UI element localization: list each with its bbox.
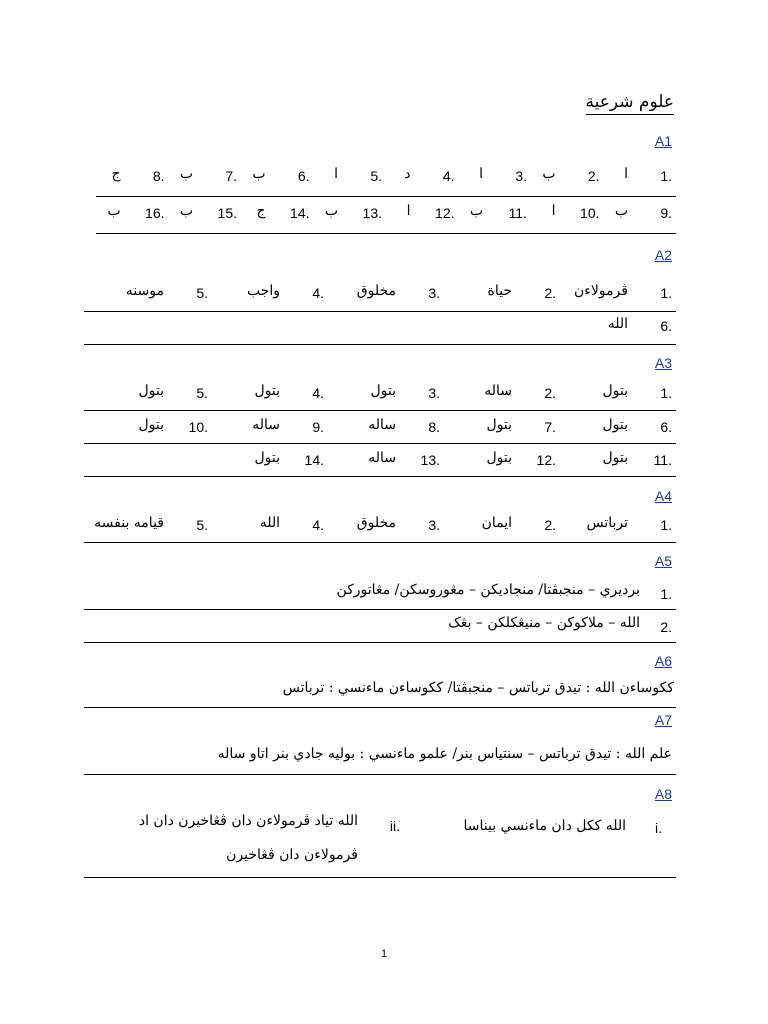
answer-value: بتول xyxy=(370,383,396,399)
answer-value: ا xyxy=(551,203,556,219)
answer-text: الله – ملاکوکن – منيڠکلکن – بڠک xyxy=(448,615,640,631)
item-number: 4. xyxy=(312,385,324,401)
item-number: 6. xyxy=(297,168,310,184)
answer-value: ب xyxy=(179,203,193,219)
answer-value: ب xyxy=(179,166,193,182)
item-number: 6. xyxy=(660,419,672,435)
answer-value: بتول xyxy=(138,417,164,433)
answer-value: بتول xyxy=(138,383,164,399)
item-number: 3. xyxy=(515,168,527,184)
item-number: 4. xyxy=(312,517,324,533)
item-number: 13. xyxy=(362,205,382,221)
answer-text: علم الله : تيدق ترباتس – سنتياس بنر/ علمو ماءنسي : بوليه جادي بنر اتاو ساله xyxy=(217,746,672,762)
answer-value: ا xyxy=(624,166,628,182)
answer-value: مخلوق xyxy=(356,283,396,299)
answer-value: بتول xyxy=(486,417,512,433)
item-number: 1. xyxy=(660,168,672,184)
item-number: 1. xyxy=(660,517,672,533)
answer-value: بتول xyxy=(602,417,628,433)
answer-value: ساله xyxy=(368,417,396,433)
item-number: 2. xyxy=(544,285,556,301)
answer-value: بتول xyxy=(254,450,280,466)
item-number: i. xyxy=(655,820,662,836)
divider xyxy=(84,707,676,708)
item-number: 5. xyxy=(196,517,208,533)
item-number: 9. xyxy=(312,419,324,435)
answer-value: حياة xyxy=(487,283,512,299)
answer-text: برديري – منجبڤتا/ منجاديکن – مڠوروسکن/ مڠاتورکن xyxy=(336,582,640,598)
item-number: 13. xyxy=(420,452,440,468)
answer-value: الله xyxy=(259,515,280,531)
page-number: 1 xyxy=(380,948,388,960)
answer-value: واجب xyxy=(246,283,280,299)
item-number: 3. xyxy=(428,517,440,533)
item-number: 2. xyxy=(587,168,600,184)
item-number: 7. xyxy=(225,168,237,184)
item-number: 9. xyxy=(660,205,672,221)
item-number: 4. xyxy=(442,168,455,184)
divider xyxy=(84,311,676,312)
answer-value: ب xyxy=(107,203,121,219)
item-number: 7. xyxy=(544,419,556,435)
item-number: 2. xyxy=(544,517,556,533)
answer-text: ڤرمولاءن دان ڤڠاخيرن xyxy=(226,847,358,863)
answer-value: ب xyxy=(252,166,266,182)
item-number: 15. xyxy=(217,205,237,221)
answer-value: موسنه xyxy=(125,283,164,299)
section-a6-label: A6 xyxy=(654,653,672,669)
divider xyxy=(84,642,676,643)
item-number: 5. xyxy=(370,168,382,184)
section-a4-label: A4 xyxy=(654,488,672,504)
section-a8-label: A8 xyxy=(654,786,672,802)
answer-text: الله تياد ڤرمولاءن دان ڤڠاخيرن دان اد xyxy=(138,813,358,829)
item-number: 3. xyxy=(428,385,440,401)
divider xyxy=(84,443,676,444)
item-number: 2. xyxy=(660,619,672,635)
answer-value: بتول xyxy=(602,450,628,466)
item-number: 8. xyxy=(152,168,165,184)
answer-value: ا xyxy=(406,203,411,219)
item-number: 1. xyxy=(660,586,672,602)
answer-value: ساله xyxy=(368,450,396,466)
answer-value: ب xyxy=(614,203,628,219)
divider xyxy=(84,774,676,775)
item-number: 16. xyxy=(145,205,165,221)
divider xyxy=(96,196,676,197)
item-number: 11. xyxy=(653,452,672,468)
divider xyxy=(84,476,676,477)
answer-value: ب xyxy=(542,166,556,182)
answer-value: ا xyxy=(479,166,483,182)
page-title: علوم شرعية xyxy=(586,92,675,115)
answer-value: بتول xyxy=(486,450,512,466)
item-number: 8. xyxy=(428,419,440,435)
answer-value: د xyxy=(404,166,411,182)
divider xyxy=(84,609,676,610)
item-number: 12. xyxy=(435,205,455,221)
section-a3-label: A3 xyxy=(654,355,672,371)
answer-value: ب xyxy=(469,203,483,219)
divider xyxy=(84,542,676,543)
item-number: 5. xyxy=(196,285,208,301)
item-number: 12. xyxy=(536,452,556,468)
answer-value: ساله xyxy=(484,383,512,399)
divider xyxy=(84,877,676,878)
answer-value: الله xyxy=(607,316,628,332)
answer-text: ککوساءن الله : تيدق ترباتس – منجبڤتا/ ککوساءن ماءنسي : ترباتس xyxy=(282,680,674,696)
section-a1-label: A1 xyxy=(654,133,672,149)
item-number: 3. xyxy=(428,285,440,301)
item-number: ii. xyxy=(389,818,400,834)
answer-value: بتول xyxy=(602,383,628,399)
answer-value: ايمان xyxy=(481,515,512,531)
divider xyxy=(84,344,676,345)
item-number: 1. xyxy=(660,285,672,301)
answer-value: ب xyxy=(324,203,338,219)
item-number: 10. xyxy=(188,419,208,435)
answer-value: ا xyxy=(334,166,338,182)
answer-value: مخلوق xyxy=(356,515,396,531)
answer-value: قيامه بنفسه xyxy=(94,515,164,531)
item-number: 1. xyxy=(660,385,672,401)
answer-value: بتول xyxy=(254,383,280,399)
divider xyxy=(84,410,676,411)
section-a7-label: A7 xyxy=(654,712,672,728)
item-number: 14. xyxy=(304,452,324,468)
answer-value: ترباتس xyxy=(586,515,628,531)
item-number: 2. xyxy=(544,385,556,401)
item-number: 5. xyxy=(196,385,208,401)
item-number: 4. xyxy=(312,285,324,301)
answer-value: ساله xyxy=(252,417,280,433)
section-a2-label: A2 xyxy=(654,247,672,263)
item-number: 14. xyxy=(290,205,310,221)
divider xyxy=(96,233,676,234)
item-number: 6. xyxy=(660,318,672,334)
item-number: 10. xyxy=(580,205,600,221)
answer-value: ج xyxy=(256,203,266,219)
answer-value: ڤرمولاءن xyxy=(574,283,628,299)
answer-value: ج xyxy=(111,166,121,182)
section-a5-label: A5 xyxy=(654,553,672,569)
item-number: 11. xyxy=(508,205,527,221)
answer-text: الله ککل دان ماءنسي بيناسا xyxy=(463,818,626,834)
